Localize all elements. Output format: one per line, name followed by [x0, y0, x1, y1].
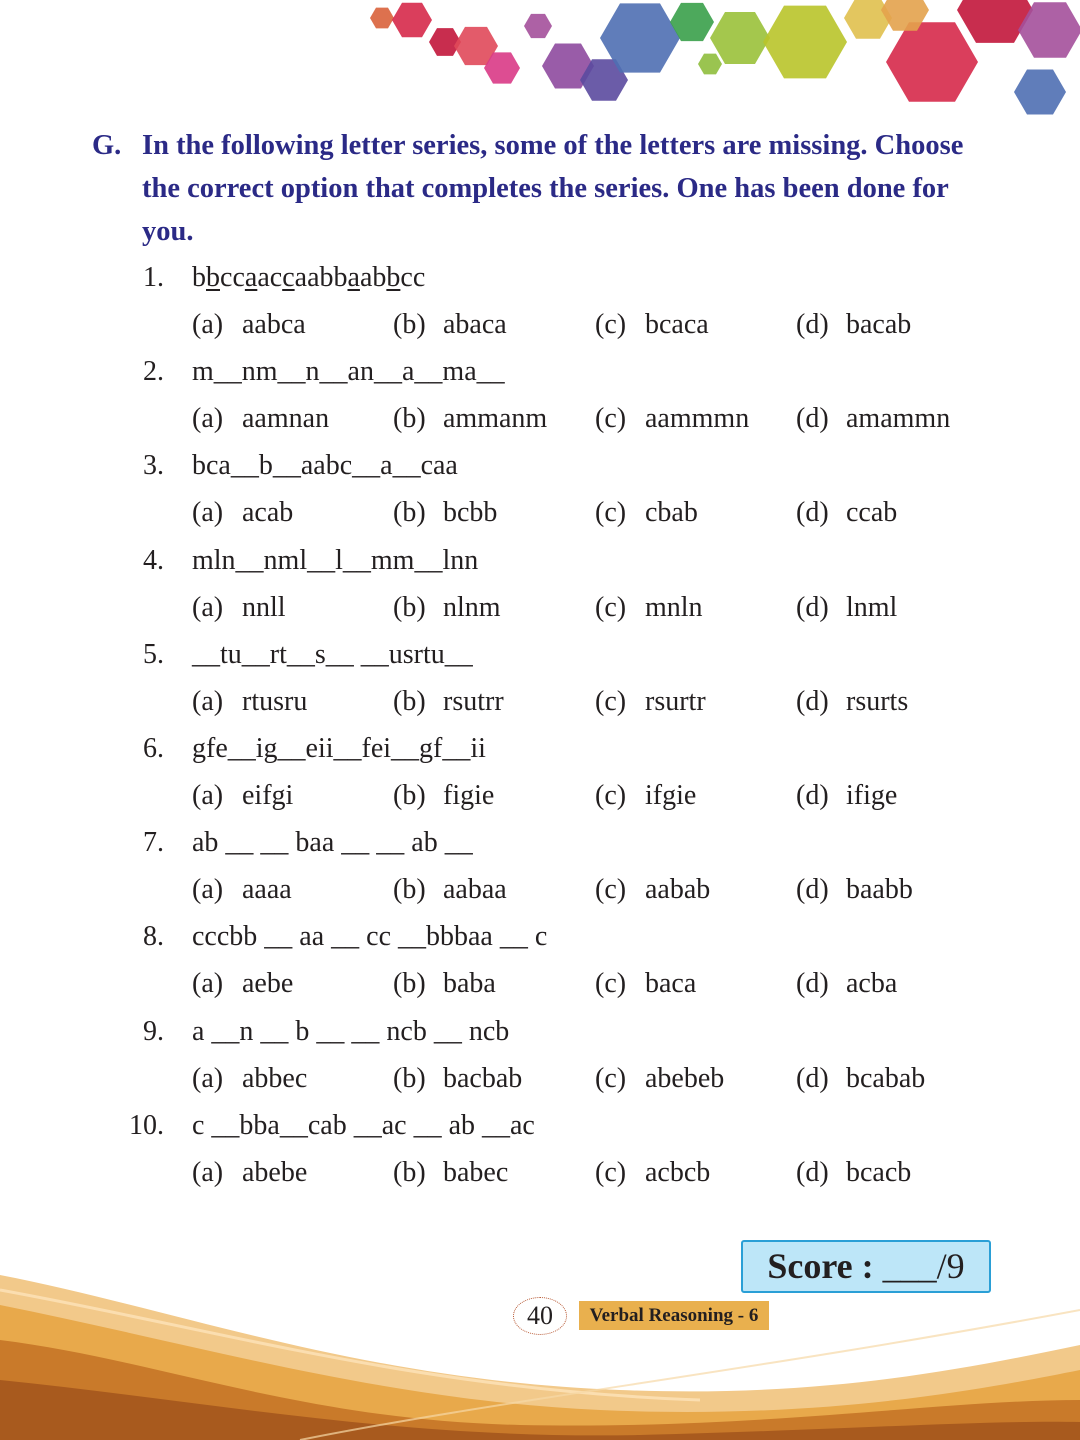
- option-text: rsurts: [846, 685, 909, 717]
- option-label: (a): [192, 497, 224, 529]
- option-a: [192, 873, 292, 907]
- option-text: aammmn: [645, 403, 750, 435]
- option-label: (b): [393, 591, 426, 623]
- option-text: nlnm: [443, 591, 501, 623]
- option-text: aabab: [645, 874, 711, 906]
- option-label: (d): [796, 874, 829, 906]
- option-d: [796, 496, 897, 530]
- option-text: aebe: [242, 968, 294, 1000]
- option-label: (a): [192, 780, 224, 811]
- option-label: (b): [393, 1062, 426, 1094]
- option-text: bacbab: [443, 1062, 523, 1094]
- option-label: (d): [796, 685, 829, 717]
- decorative-wave-footer: [0, 1250, 1080, 1440]
- question-number: 9.: [143, 1015, 164, 1047]
- option-text: figie: [443, 780, 495, 811]
- question-number: 4.: [143, 544, 164, 576]
- option-c: [595, 1062, 724, 1096]
- option-text: acbcb: [645, 1156, 711, 1188]
- option-text: aabaa: [443, 874, 507, 906]
- option-c: [595, 308, 709, 342]
- option-a: [192, 685, 307, 719]
- option-a: [192, 779, 293, 813]
- option-d: [796, 779, 897, 813]
- option-a: [192, 591, 286, 625]
- score-total: /9: [936, 1246, 965, 1286]
- option-label: (c): [595, 403, 627, 435]
- option-label: (b): [393, 685, 426, 717]
- hexagon-shape: [392, 3, 432, 38]
- option-text: amammn: [846, 403, 951, 435]
- option-text: baba: [443, 968, 496, 1000]
- option-c: [595, 779, 696, 813]
- option-text: baca: [645, 968, 697, 1000]
- question-series: bca__b__aabc__a__caa: [192, 450, 458, 482]
- option-label: (c): [595, 309, 627, 340]
- question-series: bbccaaccaabbaabbcc: [192, 262, 426, 293]
- question-series: mln__nml__l__mm__lnn: [192, 544, 479, 576]
- option-text: nnll: [242, 591, 286, 623]
- option-label: (d): [796, 968, 829, 1000]
- option-d: [796, 1156, 911, 1190]
- option-text: acba: [846, 968, 898, 1000]
- option-text: aabca: [242, 309, 306, 340]
- question-series: c __bba__cab __ac __ ab __ac: [192, 1109, 535, 1141]
- option-b: [393, 873, 507, 907]
- question-series: m__nm__n__an__a__ma__: [192, 356, 505, 388]
- option-a: [192, 496, 293, 530]
- exercise-letter: G.: [92, 130, 122, 161]
- option-c: [595, 685, 706, 719]
- page-number: 40: [513, 1297, 567, 1335]
- option-b: [393, 496, 497, 530]
- option-text: aamnan: [242, 403, 330, 435]
- option-text: bcabab: [846, 1062, 926, 1094]
- hexagon-shape: [370, 8, 394, 29]
- option-c: [595, 402, 749, 436]
- option-d: [796, 1062, 925, 1096]
- option-text: abbec: [242, 1062, 308, 1094]
- question-series: a __n __ b __ __ ncb __ ncb: [192, 1015, 510, 1047]
- option-b: [393, 1156, 508, 1190]
- option-label: (a): [192, 1156, 224, 1188]
- question-number: 3.: [143, 450, 164, 482]
- option-label: (b): [393, 780, 426, 811]
- question-number: 5.: [143, 638, 164, 670]
- option-label: (a): [192, 968, 224, 1000]
- option-label: (a): [192, 685, 224, 717]
- option-text: rtusru: [242, 685, 308, 717]
- option-a: [192, 1156, 307, 1190]
- option-label: (d): [796, 1156, 829, 1188]
- option-b: [393, 402, 547, 436]
- option-label: (b): [393, 874, 426, 906]
- option-label: (d): [796, 497, 829, 529]
- option-c: [595, 591, 703, 625]
- option-label: (c): [595, 685, 627, 717]
- question-number: 1.: [143, 262, 164, 293]
- option-label: (c): [595, 497, 627, 529]
- hexagon-shape: [957, 0, 1033, 43]
- option-text: aaaa: [242, 874, 292, 906]
- option-label: (a): [192, 874, 224, 906]
- option-d: [796, 308, 911, 342]
- option-text: eifgi: [242, 780, 294, 811]
- option-label: (c): [595, 780, 627, 811]
- hexagon-shape: [429, 28, 461, 56]
- score-label: Score :: [767, 1246, 874, 1286]
- question-number: 7.: [143, 827, 164, 859]
- option-label: (d): [796, 309, 829, 340]
- option-text: cbab: [645, 497, 698, 529]
- option-text: ccab: [846, 497, 898, 529]
- option-label: (b): [393, 403, 426, 435]
- option-d: [796, 967, 897, 1001]
- option-label: (a): [192, 309, 224, 340]
- option-text: ifgie: [645, 780, 697, 811]
- hexagon-shape: [1014, 70, 1066, 115]
- option-label: (d): [796, 591, 829, 623]
- option-b: [393, 591, 501, 625]
- option-b: [393, 308, 507, 342]
- option-label: (c): [595, 968, 627, 1000]
- option-c: [595, 967, 696, 1001]
- option-text: abaca: [443, 309, 507, 340]
- hexagon-shape: [710, 12, 770, 64]
- option-d: [796, 591, 897, 625]
- option-b: [393, 967, 496, 1001]
- question-series: ab __ __ baa __ __ ab __: [192, 827, 473, 859]
- option-d: [796, 873, 913, 907]
- option-b: [393, 685, 504, 719]
- option-text: rsutrr: [443, 685, 504, 717]
- option-text: bacab: [846, 309, 912, 340]
- option-label: (c): [595, 1156, 627, 1188]
- question-number: 2.: [143, 356, 164, 388]
- option-label: (c): [595, 874, 627, 906]
- option-b: [393, 1062, 522, 1096]
- option-c: [595, 1156, 710, 1190]
- score-blank: ___: [882, 1246, 937, 1286]
- hexagon-shape: [763, 6, 847, 79]
- option-text: ammanm: [443, 403, 548, 435]
- option-c: [595, 873, 710, 907]
- option-label: (b): [393, 1156, 426, 1188]
- question-number: 6.: [143, 733, 164, 764]
- option-text: rsurtr: [645, 685, 706, 717]
- hexagon-shape: [886, 22, 978, 102]
- book-title-label: Verbal Reasoning - 6: [579, 1301, 769, 1330]
- option-text: ifige: [846, 780, 898, 811]
- option-text: bcaca: [645, 309, 709, 340]
- option-text: abebeb: [645, 1062, 725, 1094]
- option-a: [192, 1062, 307, 1096]
- decorative-hexagon-banner: [0, 0, 1080, 130]
- option-text: mnln: [645, 591, 703, 623]
- option-label: (b): [393, 497, 426, 529]
- option-text: acab: [242, 497, 294, 529]
- option-label: (a): [192, 591, 224, 623]
- question-series: __tu__rt__s__ __usrtu__: [192, 638, 473, 670]
- exercise-heading: [92, 124, 1002, 253]
- option-d: [796, 685, 908, 719]
- option-label: (d): [796, 780, 829, 811]
- question-number: 10.: [129, 1109, 164, 1141]
- option-label: (a): [192, 1062, 224, 1094]
- question-series: cccbb __ aa __ cc __bbbaa __ c: [192, 921, 548, 953]
- option-a: [192, 967, 293, 1001]
- question-number: 8.: [143, 921, 164, 953]
- option-label: (b): [393, 309, 426, 340]
- option-text: lnml: [846, 591, 898, 623]
- hexagon-shape: [698, 54, 722, 75]
- option-text: baabb: [846, 874, 913, 906]
- exercise-instructions: In the following letter series, some of the letters are missing. Choose the correct option that completes the series. One has been done for you.: [142, 130, 964, 247]
- option-label: (d): [796, 403, 829, 435]
- option-a: [192, 402, 329, 436]
- question-series: gfe__ig__eii__fei__gf__ii: [192, 733, 486, 764]
- option-text: babec: [443, 1156, 509, 1188]
- option-b: [393, 779, 494, 813]
- option-text: abebe: [242, 1156, 308, 1188]
- option-label: (a): [192, 403, 224, 435]
- option-label: (b): [393, 968, 426, 1000]
- option-c: [595, 496, 698, 530]
- option-label: (c): [595, 1062, 627, 1094]
- option-a: [192, 308, 306, 342]
- option-label: (c): [595, 591, 627, 623]
- option-d: [796, 402, 950, 436]
- option-text: bcbb: [443, 497, 498, 529]
- option-text: bcacb: [846, 1156, 912, 1188]
- option-label: (d): [796, 1062, 829, 1094]
- hexagon-shape: [524, 14, 552, 38]
